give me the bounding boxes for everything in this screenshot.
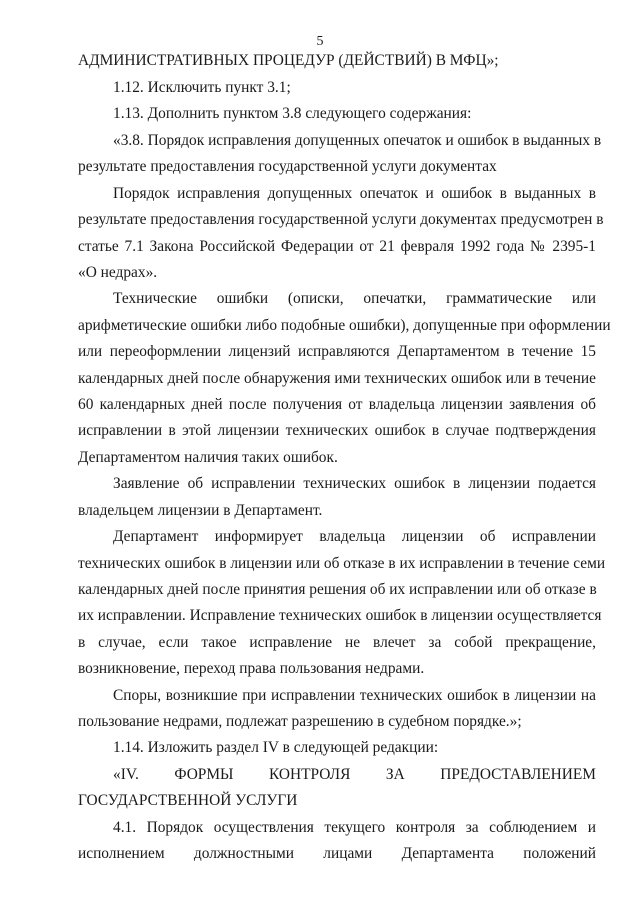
text-line: их исправлении. Исправление технических ошибок в лицензии осуществляется <box>78 607 602 624</box>
text-line: 1.13. Дополнить пунктом 3.8 следующего содержания: <box>113 105 472 122</box>
text-line: статье 7.1 Закона Российской Федерации от 21 февраля 1992 года № 2395-1 <box>78 238 596 255</box>
text-line: Технические ошибки (описки, опечатки, грамматические или <box>113 290 596 307</box>
text-line: исправлении в этой лицензии технических ошибок в случае подтверждения <box>78 422 596 439</box>
text-line: исполнением должностными лицами Департамента положений <box>78 845 596 862</box>
text-line: календарных дней после принятия решения об их исправлении или об отказе в <box>78 581 597 598</box>
text-line: 1.14. Изложить раздел IV в следующей редакции: <box>113 739 439 756</box>
text-line: Споры, возникшие при исправлении технических ошибок в лицензии на <box>113 687 596 704</box>
text-line: «О недрах». <box>78 264 158 281</box>
text-line: технических ошибок в лицензии или об отказе в их исправлении в течение семи <box>78 555 606 572</box>
section-heading-line: ГОСУДАРСТВЕННОЙ УСЛУГИ <box>78 792 298 809</box>
text-line: календарных дней после обнаружения ими технических ошибок или в течение <box>78 370 596 387</box>
text-line: арифметические ошибки либо подобные ошибки), допущенные при оформлении <box>78 317 611 334</box>
page-number: 5 <box>316 34 324 49</box>
text-line: Заявление об исправлении технических ошибок в лицензии подается <box>113 475 596 492</box>
text-line: Департаментом наличия таких ошибок. <box>78 449 338 466</box>
section-heading-line: «IV. ФОРМЫ КОНТРОЛЯ ЗА ПРЕДОСТАВЛЕНИЕМ <box>113 766 596 783</box>
text-line: результате предоставления государственной услуги документах предусмотрен в <box>78 211 604 228</box>
text-line: 60 календарных дней после получения от владельца лицензии заявления об <box>78 396 596 413</box>
text-line: Департамент информирует владельца лицензии об исправлении <box>113 528 596 545</box>
text-line: в случае, если такое исправление не влечет за собой прекращение, <box>78 634 596 651</box>
text-line: результате предоставления государственной услуги документах <box>78 158 497 175</box>
text-line: АДМИНИСТРАТИВНЫХ ПРОЦЕДУР (ДЕЙСТВИЙ) В МФЦ»; <box>78 52 499 69</box>
text-line: владельцем лицензии в Департамент. <box>78 502 323 519</box>
text-line: 4.1. Порядок осуществления текущего контроля за соблюдением и <box>113 819 596 836</box>
text-line: или переоформлении лицензий исправляются Департаментом в течение 15 <box>78 343 596 360</box>
text-line: Порядок исправления допущенных опечаток и ошибок в выданных в <box>113 185 596 202</box>
text-line: возникновение, переход права пользования недрами. <box>78 660 425 677</box>
text-line: 1.12. Исключить пункт 3.1; <box>113 79 291 96</box>
text-line: «3.8. Порядок исправления допущенных опечаток и ошибок в выданных в <box>113 132 602 149</box>
text-line: пользование недрами, подлежат разрешению в судебном порядке.»; <box>78 713 522 730</box>
